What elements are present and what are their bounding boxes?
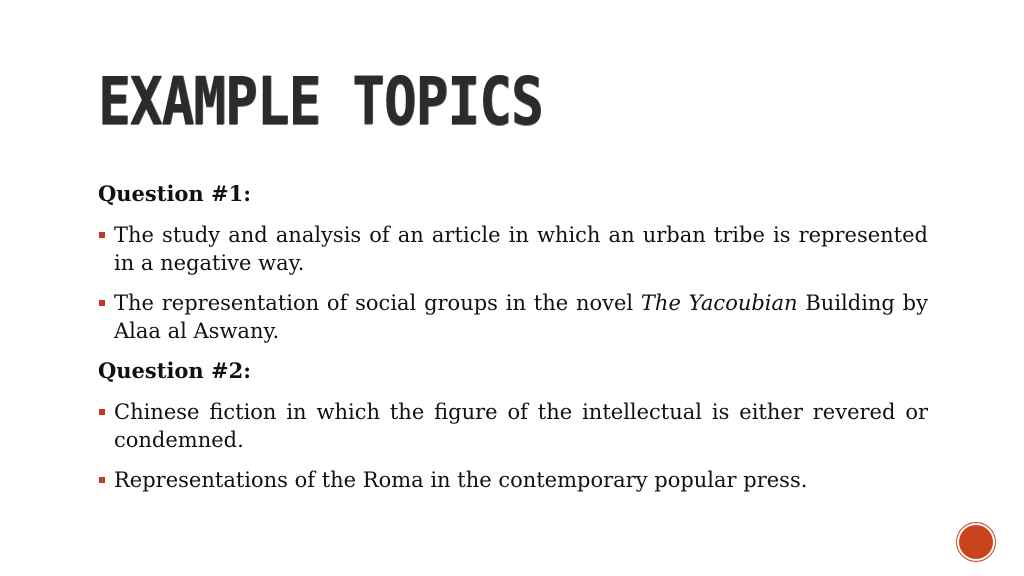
bullet-item	[98, 466, 928, 494]
slide-title: EXAMPLE TOPICS	[98, 63, 543, 140]
slide-body	[98, 180, 928, 506]
bullet-item	[98, 221, 928, 277]
page-number-badge	[959, 525, 993, 559]
bullet-text-end: Building by Alaa al Aswany.	[114, 291, 928, 343]
question-2-heading: Question #2:	[98, 358, 251, 383]
bullet-text: Representations of the Roma in the contemporary popular press.	[114, 468, 808, 492]
bullet-item	[98, 398, 928, 454]
question-1-heading: Question #1:	[98, 181, 251, 206]
bullet-text: Chinese fiction in which the figure of the intellectual is either revered or condemned.	[114, 400, 928, 452]
bullet-text: The study and analysis of an article in which an urban tribe is represented in a negative way.	[114, 223, 928, 275]
bullet-item	[98, 289, 928, 345]
book-title: The Yacoubian	[640, 291, 798, 315]
bullet-text-start: The representation of social groups in the novel	[114, 291, 641, 315]
